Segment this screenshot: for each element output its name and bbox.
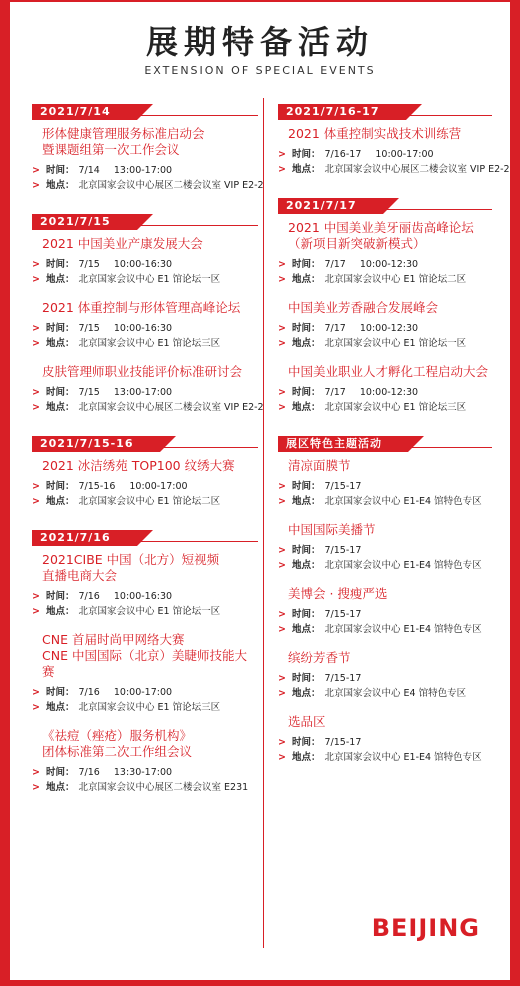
event-title-line: CNE 中国国际（北京）美睫师技能大赛	[42, 648, 247, 679]
section-header	[278, 100, 492, 116]
event-time: 13:30-17:00	[113, 767, 173, 778]
time-label: 时间：	[292, 149, 321, 160]
event-title	[278, 522, 492, 538]
event-date: 7/17	[324, 387, 346, 398]
time-label: 时间：	[292, 545, 321, 556]
event-place: 北京国家会议中心 E1 馆论坛三区	[78, 338, 221, 349]
time-label: 时间：	[46, 259, 75, 270]
time-label: 时间：	[292, 737, 321, 748]
time-label: 时间：	[46, 687, 75, 698]
event-place-row	[32, 605, 258, 618]
event-time: 10:00-12:30	[359, 387, 419, 398]
event-title	[32, 632, 258, 680]
place-label: 地点：	[292, 624, 321, 635]
event-title	[278, 650, 492, 666]
chevron-right-icon: >	[278, 274, 286, 285]
event-title-line: 皮肤管理师职业技能评价标准研讨会	[42, 364, 243, 379]
event-title-line: 2021 体重控制与形体管理高峰论坛	[42, 300, 241, 315]
section-date-tag: 2021/7/15-16	[32, 436, 160, 452]
section-date-tag: 2021/7/17	[278, 198, 383, 214]
event-title	[278, 126, 492, 142]
time-label: 时间：	[46, 767, 75, 778]
event-time: 10:00-17:00	[375, 149, 434, 160]
event-time: 10:00-17:00	[113, 687, 173, 698]
chevron-right-icon: >	[278, 545, 286, 556]
event-title-line: 选品区	[288, 714, 326, 729]
chevron-right-icon: >	[32, 165, 40, 176]
event-title	[32, 728, 258, 760]
event-time: 10:00-16:30	[113, 323, 173, 334]
event-time-row	[32, 258, 258, 271]
chevron-right-icon: >	[278, 609, 286, 620]
event-title	[32, 458, 258, 474]
chevron-right-icon: >	[32, 606, 40, 617]
event-place-row	[278, 273, 492, 286]
chevron-right-icon: >	[278, 338, 286, 349]
chevron-right-icon: >	[278, 481, 286, 492]
event-date: 7/17	[324, 259, 346, 270]
event-place: 北京国家会议中心 E1 馆论坛三区	[324, 402, 467, 413]
event-place: 北京国家会议中心 E1 馆论坛一区	[324, 338, 467, 349]
event-title-line: （新项目新突破新模式）	[288, 236, 426, 251]
event-title	[278, 586, 492, 602]
chevron-right-icon: >	[32, 180, 40, 191]
event-time-row	[32, 590, 258, 603]
event-item	[278, 300, 492, 350]
time-label: 时间：	[292, 387, 321, 398]
event-place: 北京国家会议中心展区二楼会议室 E231	[78, 782, 249, 793]
event-title	[32, 126, 258, 158]
event-date: 7/15-17	[324, 545, 362, 556]
place-label: 地点：	[292, 338, 321, 349]
time-label: 时间：	[46, 591, 75, 602]
event-title-line: 2021 中国美业美牙丽齿高峰论坛	[288, 220, 474, 235]
event-place-row	[278, 559, 492, 572]
time-label: 时间：	[46, 323, 75, 334]
event-place-row	[32, 179, 264, 192]
event-date: 7/16	[78, 687, 100, 698]
event-title	[32, 364, 258, 380]
event-title-line: 2021 冰洁绣苑 TOP100 纹绣大赛	[42, 458, 235, 473]
place-label: 地点：	[292, 274, 321, 285]
place-label: 地点：	[292, 496, 321, 507]
place-label: 地点：	[292, 752, 321, 763]
event-time: 10:00-12:30	[359, 323, 419, 334]
event-date: 7/15-16	[78, 481, 116, 492]
event-time-row	[278, 608, 492, 621]
chevron-right-icon: >	[278, 560, 286, 571]
place-label: 地点：	[46, 274, 75, 285]
chevron-right-icon: >	[278, 673, 286, 684]
event-time-row	[278, 386, 492, 399]
chevron-right-icon: >	[32, 387, 40, 398]
time-label: 时间：	[292, 481, 321, 492]
event-place-row	[32, 273, 258, 286]
event-time-row	[278, 148, 492, 161]
chevron-right-icon: >	[32, 702, 40, 713]
event-item	[32, 552, 258, 618]
event-item	[278, 458, 492, 508]
time-label: 时间：	[292, 673, 321, 684]
event-place: 北京国家会议中心 E1-E4 馆特色专区	[324, 624, 482, 635]
chevron-right-icon: >	[278, 323, 286, 334]
place-label: 地点：	[292, 164, 321, 175]
place-label: 地点：	[46, 496, 75, 507]
event-title-line: 2021CIBE 中国（北方）短视频	[42, 552, 220, 567]
section-header	[32, 526, 258, 542]
event-title	[278, 714, 492, 730]
event-place-row	[32, 701, 258, 714]
page-title: 展期特备活动	[145, 23, 374, 61]
event-date: 7/15	[78, 259, 100, 270]
event-item	[278, 126, 510, 176]
place-label: 地点：	[292, 688, 321, 699]
event-item	[32, 458, 258, 508]
event-place: 北京国家会议中心 E4 馆特色专区	[324, 688, 467, 699]
place-label: 地点：	[46, 702, 75, 713]
event-time: 13:00-17:00	[113, 165, 173, 176]
event-time-row	[278, 480, 492, 493]
event-place: 北京国家会议中心 E1 馆论坛二区	[324, 274, 467, 285]
date-section	[32, 526, 258, 794]
section-header	[278, 432, 492, 448]
event-title	[278, 458, 492, 474]
event-date: 7/16-17	[324, 149, 362, 160]
event-title	[32, 236, 258, 252]
event-title-line: CNE 首届时尚甲网络大赛	[42, 632, 185, 647]
section-header	[32, 210, 258, 226]
place-label: 地点：	[292, 560, 321, 571]
event-place: 北京国家会议中心 E1 馆论坛一区	[78, 274, 221, 285]
chevron-right-icon: >	[32, 496, 40, 507]
event-date: 7/14	[78, 165, 100, 176]
event-title-line: 中国国际美播节	[288, 522, 376, 537]
event-time: 10:00-16:30	[113, 591, 173, 602]
page-subtitle: EXTENSION OF SPECIAL EVENTS	[144, 64, 376, 77]
chevron-right-icon: >	[32, 338, 40, 349]
place-label: 地点：	[46, 402, 75, 413]
event-place: 北京国家会议中心 E1-E4 馆特色专区	[324, 560, 482, 571]
date-section	[278, 194, 492, 414]
event-date: 7/17	[324, 323, 346, 334]
chevron-right-icon: >	[32, 481, 40, 492]
column-divider	[263, 98, 264, 948]
date-section	[278, 432, 492, 764]
chevron-right-icon: >	[278, 164, 286, 175]
date-section	[32, 432, 258, 508]
chevron-right-icon: >	[32, 323, 40, 334]
event-title-line: 缤纷芳香节	[288, 650, 351, 665]
chevron-right-icon: >	[278, 624, 286, 635]
event-title-line: 2021 体重控制实战技术训练营	[288, 126, 462, 141]
event-title	[32, 300, 258, 316]
event-title	[32, 552, 258, 584]
chevron-right-icon: >	[278, 737, 286, 748]
event-title-line: 《祛痘（痤疮）服务机构》	[42, 728, 193, 743]
chevron-right-icon: >	[278, 752, 286, 763]
date-section	[32, 100, 264, 192]
place-label: 地点：	[46, 180, 75, 191]
chevron-right-icon: >	[32, 402, 40, 413]
event-item	[278, 650, 492, 700]
event-place-row	[278, 687, 492, 700]
time-label: 时间：	[46, 387, 75, 398]
chevron-right-icon: >	[278, 387, 286, 398]
date-section	[32, 210, 264, 414]
event-item	[278, 220, 492, 286]
event-place-row	[278, 401, 492, 414]
section-header	[278, 194, 492, 210]
event-time-row	[278, 736, 492, 749]
event-title-line: 中国美业职业人才孵化工程启动大会	[288, 364, 489, 379]
event-place-row	[278, 337, 492, 350]
event-title	[278, 364, 492, 380]
chevron-right-icon: >	[278, 259, 286, 270]
event-time: 10:00-12:30	[359, 259, 419, 270]
event-time-row	[32, 686, 258, 699]
event-time-row	[32, 164, 258, 177]
event-time-row	[278, 672, 492, 685]
chevron-right-icon: >	[32, 767, 40, 778]
event-place-row	[32, 401, 264, 414]
chevron-right-icon: >	[278, 496, 286, 507]
place-label: 地点：	[46, 338, 75, 349]
chevron-right-icon: >	[32, 259, 40, 270]
beijing-wordmark: BEIJING	[371, 914, 480, 942]
chevron-right-icon: >	[32, 782, 40, 793]
section-date-tag: 2021/7/14	[32, 104, 137, 120]
event-time: 13:00-17:00	[113, 387, 173, 398]
event-date: 7/15-17	[324, 609, 362, 620]
place-label: 地点：	[292, 402, 321, 413]
event-title-line: 直播电商大会	[42, 568, 118, 583]
event-place: 北京国家会议中心展区二楼会议室 VIP E2-2	[324, 164, 510, 175]
event-date: 7/16	[78, 591, 100, 602]
time-label: 时间：	[46, 165, 75, 176]
section-date-tag: 2021/7/15	[32, 214, 137, 230]
chevron-right-icon: >	[278, 402, 286, 413]
event-title-line: 团体标准第二次工作组会议	[42, 744, 193, 759]
event-item	[278, 522, 492, 572]
time-label: 时间：	[46, 481, 75, 492]
event-title-line: 清凉面膜节	[288, 458, 351, 473]
event-item	[278, 364, 492, 414]
section-date-tag: 2021/7/16-17	[278, 104, 406, 120]
event-place: 北京国家会议中心 E1-E4 馆特色专区	[324, 752, 482, 763]
left-column	[32, 100, 264, 812]
chevron-right-icon: >	[32, 591, 40, 602]
event-date: 7/15	[78, 323, 100, 334]
chevron-right-icon: >	[278, 149, 286, 160]
event-place-row	[278, 163, 510, 176]
event-title-line: 形体健康管理服务标准启动会	[42, 126, 205, 141]
event-title-line: 2021 中国美业产康发展大会	[42, 236, 203, 251]
right-column	[278, 100, 510, 782]
event-item	[32, 728, 258, 794]
time-label: 时间：	[292, 323, 321, 334]
event-place-row	[32, 781, 258, 794]
time-label: 时间：	[292, 259, 321, 270]
event-place-row	[32, 337, 258, 350]
place-label: 地点：	[46, 782, 75, 793]
event-time-row	[32, 480, 258, 493]
event-title-line: 中国美业芳香融合发展峰会	[288, 300, 439, 315]
event-item	[32, 236, 258, 286]
event-item	[32, 364, 264, 414]
event-title-line: 美博会 · 搜瘦严选	[288, 586, 388, 601]
event-date: 7/16	[78, 767, 100, 778]
event-place: 北京国家会议中心 E1 馆论坛二区	[78, 496, 221, 507]
event-date: 7/15-17	[324, 673, 362, 684]
event-time-row	[278, 322, 492, 335]
date-section	[278, 100, 510, 176]
event-place-row	[278, 623, 492, 636]
event-time-row	[32, 386, 258, 399]
event-time: 10:00-17:00	[129, 481, 188, 492]
section-header	[32, 100, 258, 116]
event-place: 北京国家会议中心 E1-E4 馆特色专区	[324, 496, 482, 507]
event-place-row	[278, 751, 492, 764]
event-item	[32, 126, 264, 192]
section-date-tag: 2021/7/16	[32, 530, 137, 546]
section-date-tag: 展区特色主题活动	[278, 436, 408, 452]
event-item	[32, 300, 258, 350]
event-time-row	[278, 258, 492, 271]
section-header	[32, 432, 258, 448]
event-title-line: 暨课题组第一次工作会议	[42, 142, 180, 157]
event-date: 7/15-17	[324, 737, 362, 748]
event-place: 北京国家会议中心展区二楼会议室 VIP E2-2	[78, 180, 264, 191]
event-place-row	[278, 495, 492, 508]
event-item	[32, 632, 258, 714]
place-label: 地点：	[46, 606, 75, 617]
event-place: 北京国家会议中心 E1 馆论坛三区	[78, 702, 221, 713]
event-item	[278, 714, 492, 764]
event-time-row	[32, 322, 258, 335]
time-label: 时间：	[292, 609, 321, 620]
event-date: 7/15-17	[324, 481, 362, 492]
event-place-row	[32, 495, 258, 508]
event-title	[278, 220, 492, 252]
event-title	[278, 300, 492, 316]
chevron-right-icon: >	[32, 274, 40, 285]
event-time-row	[278, 544, 492, 557]
chevron-right-icon: >	[32, 687, 40, 698]
header	[0, 22, 520, 77]
event-item	[278, 586, 492, 636]
event-time-row	[32, 766, 258, 779]
event-place: 北京国家会议中心展区二楼会议室 VIP E2-2	[78, 402, 264, 413]
event-time: 10:00-16:30	[113, 259, 173, 270]
event-place: 北京国家会议中心 E1 馆论坛一区	[78, 606, 221, 617]
event-date: 7/15	[78, 387, 100, 398]
chevron-right-icon: >	[278, 688, 286, 699]
